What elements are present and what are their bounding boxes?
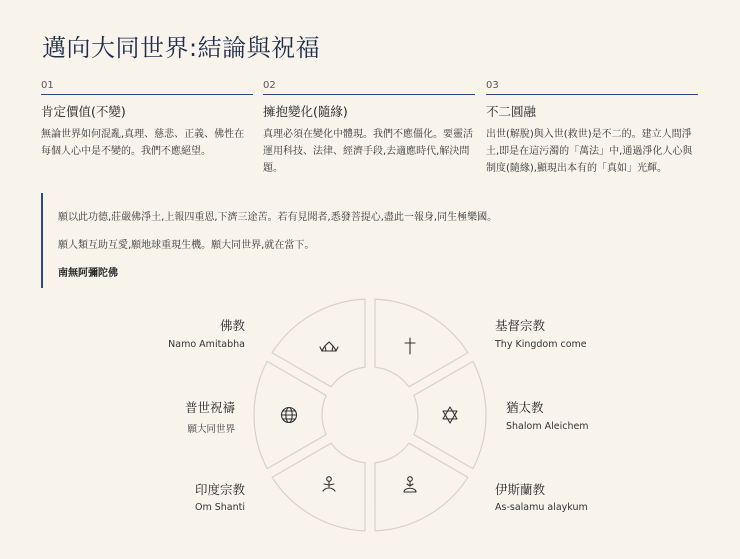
principle-line: 真理必須在變化中體現。我們不應僵化。要靈活 [263, 129, 473, 140]
principle-heading: 擁抱變化(隨緣) [263, 104, 348, 119]
principle-heading: 肯定價值(不變) [41, 104, 126, 119]
religion-phrase: Thy Kingdom come [495, 339, 587, 350]
religion-name: 基督宗教 [495, 318, 546, 333]
principle-number: 02 [263, 80, 475, 95]
religion-name: 佛教 [219, 318, 245, 333]
blessing-line: 願以此功德,莊嚴佛淨土,上報四重恩,下濟三途苦。若有見聞者,悉發菩提心,盡此一報身,同生極樂國。 [58, 212, 498, 223]
religion-phrase: Om Shanti [194, 502, 245, 513]
blessing-line: 願人類互助互愛,願地球重現生機。願大同世界,就在當下。 [58, 240, 315, 251]
religion-phrase: Namo Amitabha [168, 339, 245, 350]
principle-line: 出世(解脫)與入世(救世)是不二的。建立人間淨 [486, 129, 692, 140]
principle-line: 題。 [263, 163, 283, 174]
religion-phrase: As-salamu alaykum [495, 502, 588, 513]
religion-name: 普世祝禱 [184, 400, 235, 415]
religion-name: 印度宗教 [194, 482, 245, 497]
principle-line: 無論世界如何混亂,真理、慈悲、正義、佛性在 [41, 129, 245, 140]
principle-line: 運用科技、法律、經濟手段,去適應時代,解決問 [263, 146, 470, 157]
principle-number: 01 [41, 80, 253, 95]
principle-heading: 不二圓融 [486, 104, 537, 119]
blessing-closing: 南無阿彌陀佛 [58, 268, 118, 279]
principle-number: 03 [486, 80, 698, 95]
religion-phrase: 願大同世界 [187, 424, 235, 435]
religion-name: 猶太教 [506, 400, 544, 415]
page-title: 邁向大同世界:結論與祝福 [42, 34, 321, 62]
principle-line: 每個人心中是不變的。我們不應絕望。 [41, 146, 211, 157]
principle-line: 土,即是在這污濁的「萬法」中,通過淨化人心與 [486, 146, 693, 157]
religion-phrase: Shalom Aleichem [506, 421, 589, 432]
principle-line: 制度(隨緣),顯現出本有的「真如」光輝。 [486, 163, 667, 174]
religion-name: 伊斯蘭教 [495, 482, 546, 497]
